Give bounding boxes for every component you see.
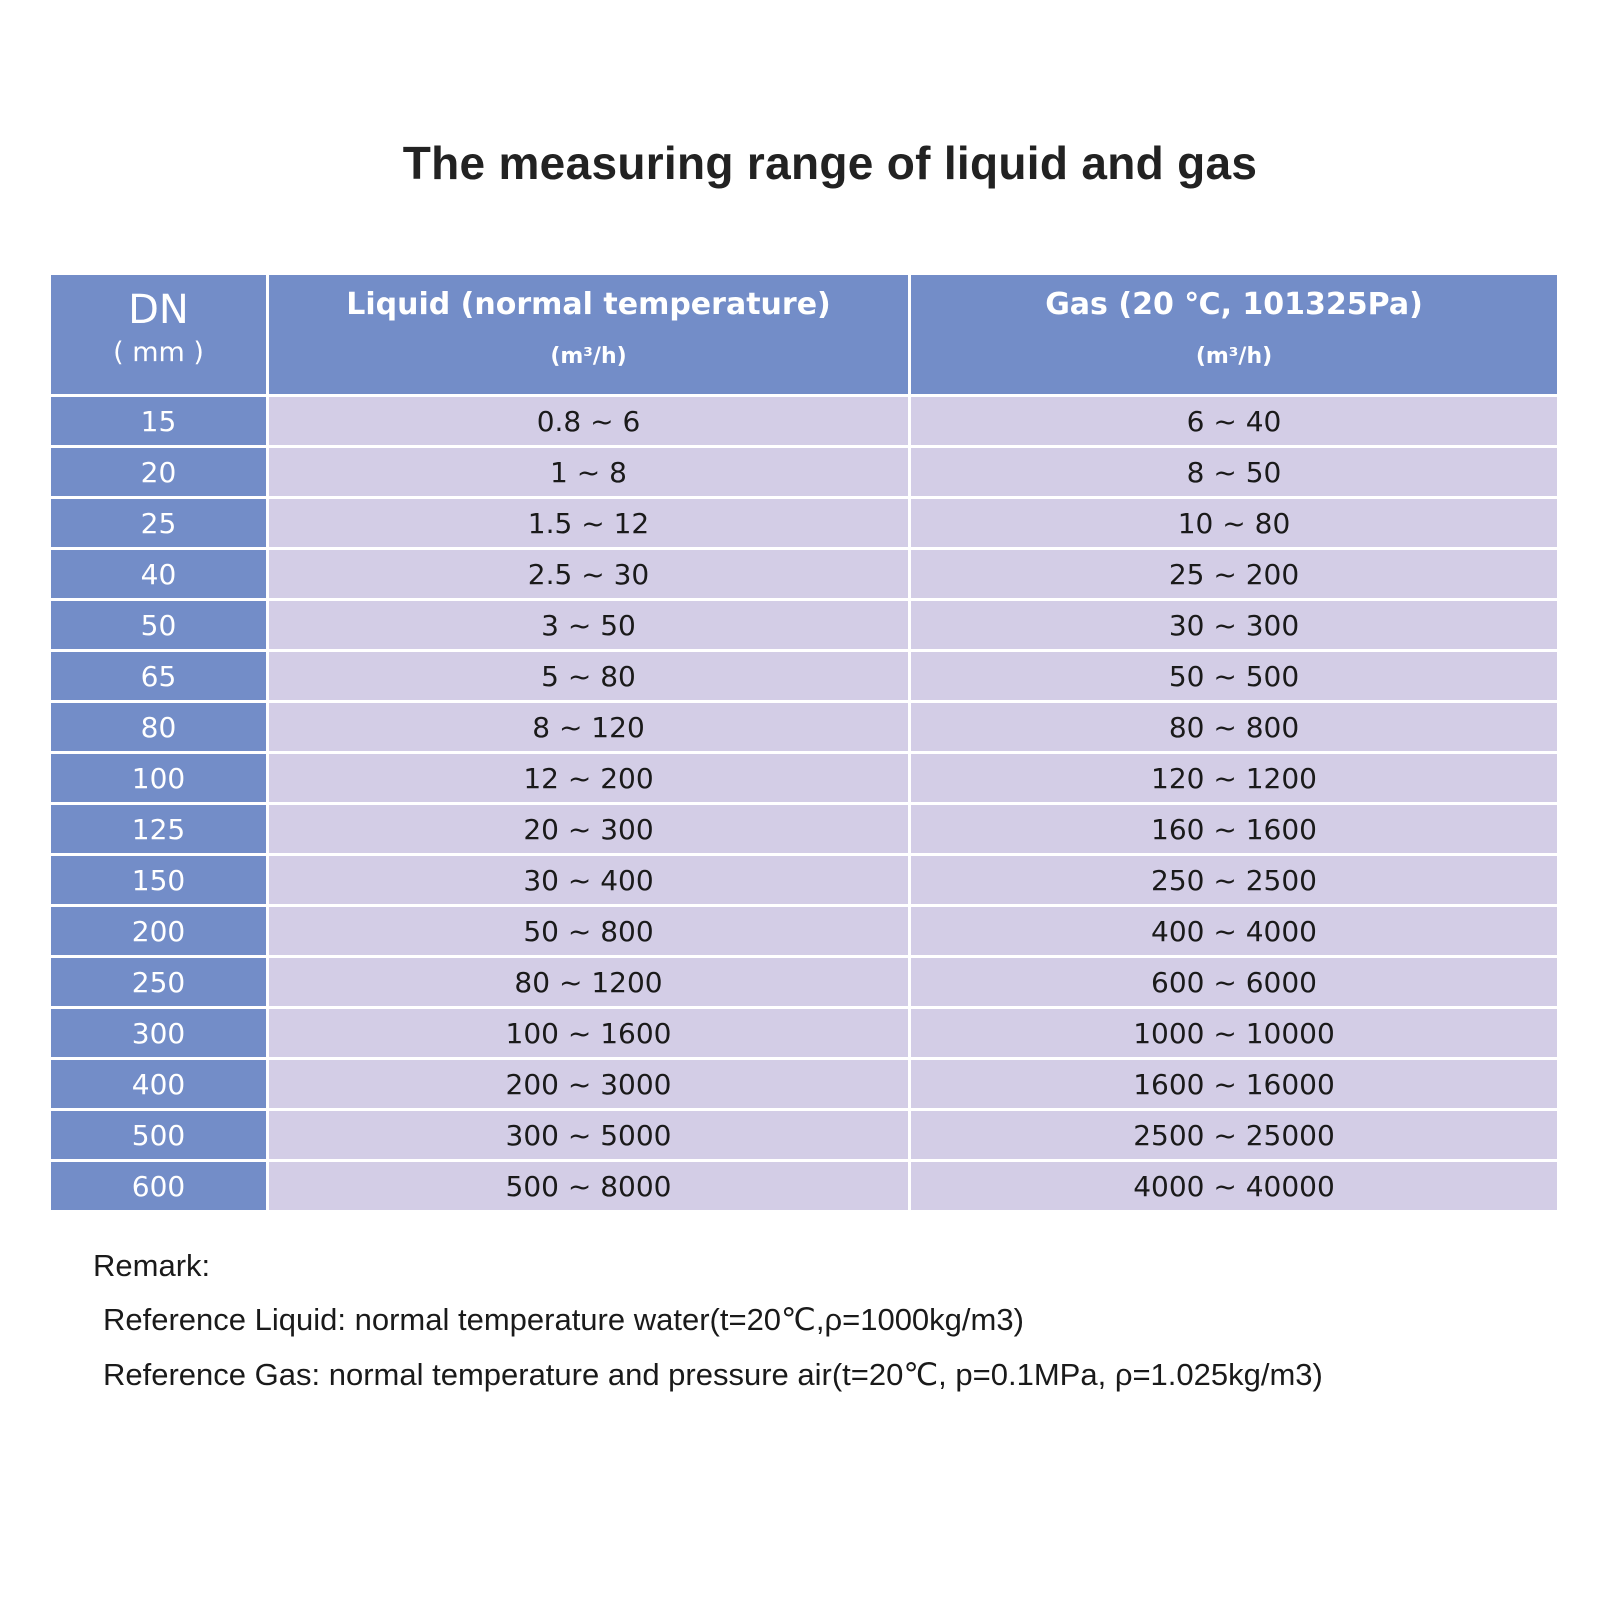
table-row <box>51 1057 1557 1108</box>
dn-cell: 40 <box>51 550 269 598</box>
reference-gas-note: Reference Gas: normal temperature and pressure air(t=20℃, p=0.1MPa, ρ=1.025kg/m3) <box>103 1357 1323 1392</box>
table-row <box>51 394 1557 445</box>
table-row <box>51 853 1557 904</box>
measuring-range-table <box>51 275 1557 1210</box>
dn-cell: 150 <box>51 856 269 904</box>
gas-range-cell: 1000 ~ 10000 <box>911 1009 1557 1057</box>
dn-cell: 15 <box>51 397 269 445</box>
table-row <box>51 1108 1557 1159</box>
dn-cell: 65 <box>51 652 269 700</box>
liquid-range-cell: 100 ~ 1600 <box>269 1009 911 1057</box>
header-liquid-unit: (m³/h) <box>550 344 627 369</box>
header-dn-unit: ( mm ) <box>113 337 204 368</box>
liquid-range-cell: 30 ~ 400 <box>269 856 911 904</box>
gas-range-cell: 2500 ~ 25000 <box>911 1111 1557 1159</box>
table-row <box>51 598 1557 649</box>
dn-cell: 200 <box>51 907 269 955</box>
table-row <box>51 1006 1557 1057</box>
dn-cell: 250 <box>51 958 269 1006</box>
table-row <box>51 751 1557 802</box>
gas-range-cell: 25 ~ 200 <box>911 550 1557 598</box>
gas-range-cell: 10 ~ 80 <box>911 499 1557 547</box>
header-gas-unit: (m³/h) <box>1195 344 1273 369</box>
header-gas-label: Gas (20 ℃, 101325Pa) <box>1045 287 1423 322</box>
liquid-range-cell: 200 ~ 3000 <box>269 1060 911 1108</box>
dn-cell: 80 <box>51 703 269 751</box>
gas-range-cell: 80 ~ 800 <box>911 703 1557 751</box>
header-dn <box>51 275 269 394</box>
gas-range-cell: 50 ~ 500 <box>911 652 1557 700</box>
dn-cell: 100 <box>51 754 269 802</box>
dn-cell: 20 <box>51 448 269 496</box>
table-row <box>51 496 1557 547</box>
liquid-range-cell: 1 ~ 8 <box>269 448 911 496</box>
liquid-range-cell: 1.5 ~ 12 <box>269 499 911 547</box>
dn-cell: 50 <box>51 601 269 649</box>
table-body <box>51 394 1557 1210</box>
table-header <box>51 275 1557 394</box>
liquid-range-cell: 80 ~ 1200 <box>269 958 911 1006</box>
reference-liquid-note: Reference Liquid: normal temperature water(t=20℃,ρ=1000kg/m3) <box>103 1302 1024 1337</box>
liquid-range-cell: 300 ~ 5000 <box>269 1111 911 1159</box>
table-row <box>51 955 1557 1006</box>
header-liquid <box>269 275 911 394</box>
gas-range-cell: 160 ~ 1600 <box>911 805 1557 853</box>
page-title: The measuring range of liquid and gas <box>402 137 1258 189</box>
liquid-range-cell: 8 ~ 120 <box>269 703 911 751</box>
dn-cell: 25 <box>51 499 269 547</box>
gas-range-cell: 600 ~ 6000 <box>911 958 1557 1006</box>
dn-cell: 500 <box>51 1111 269 1159</box>
table-row <box>51 445 1557 496</box>
gas-range-cell: 8 ~ 50 <box>911 448 1557 496</box>
remark-label: Remark: <box>93 1248 211 1283</box>
liquid-range-cell: 2.5 ~ 30 <box>269 550 911 598</box>
gas-range-cell: 400 ~ 4000 <box>911 907 1557 955</box>
liquid-range-cell: 50 ~ 800 <box>269 907 911 955</box>
header-gas <box>911 275 1557 394</box>
table-row <box>51 904 1557 955</box>
gas-range-cell: 6 ~ 40 <box>911 397 1557 445</box>
liquid-range-cell: 20 ~ 300 <box>269 805 911 853</box>
dn-cell: 125 <box>51 805 269 853</box>
gas-range-cell: 120 ~ 1200 <box>911 754 1557 802</box>
liquid-range-cell: 5 ~ 80 <box>269 652 911 700</box>
table-row <box>51 802 1557 853</box>
liquid-range-cell: 0.8 ~ 6 <box>269 397 911 445</box>
table-row <box>51 1159 1557 1210</box>
dn-cell: 600 <box>51 1162 269 1210</box>
dn-cell: 300 <box>51 1009 269 1057</box>
header-liquid-label: Liquid (normal temperature) <box>346 287 831 322</box>
table-row <box>51 649 1557 700</box>
gas-range-cell: 30 ~ 300 <box>911 601 1557 649</box>
liquid-range-cell: 500 ~ 8000 <box>269 1162 911 1210</box>
table-row <box>51 547 1557 598</box>
liquid-range-cell: 12 ~ 200 <box>269 754 911 802</box>
gas-range-cell: 4000 ~ 40000 <box>911 1162 1557 1210</box>
gas-range-cell: 1600 ~ 16000 <box>911 1060 1557 1108</box>
dn-cell: 400 <box>51 1060 269 1108</box>
gas-range-cell: 250 ~ 2500 <box>911 856 1557 904</box>
liquid-range-cell: 3 ~ 50 <box>269 601 911 649</box>
header-dn-label: DN <box>128 287 189 333</box>
table-row <box>51 700 1557 751</box>
